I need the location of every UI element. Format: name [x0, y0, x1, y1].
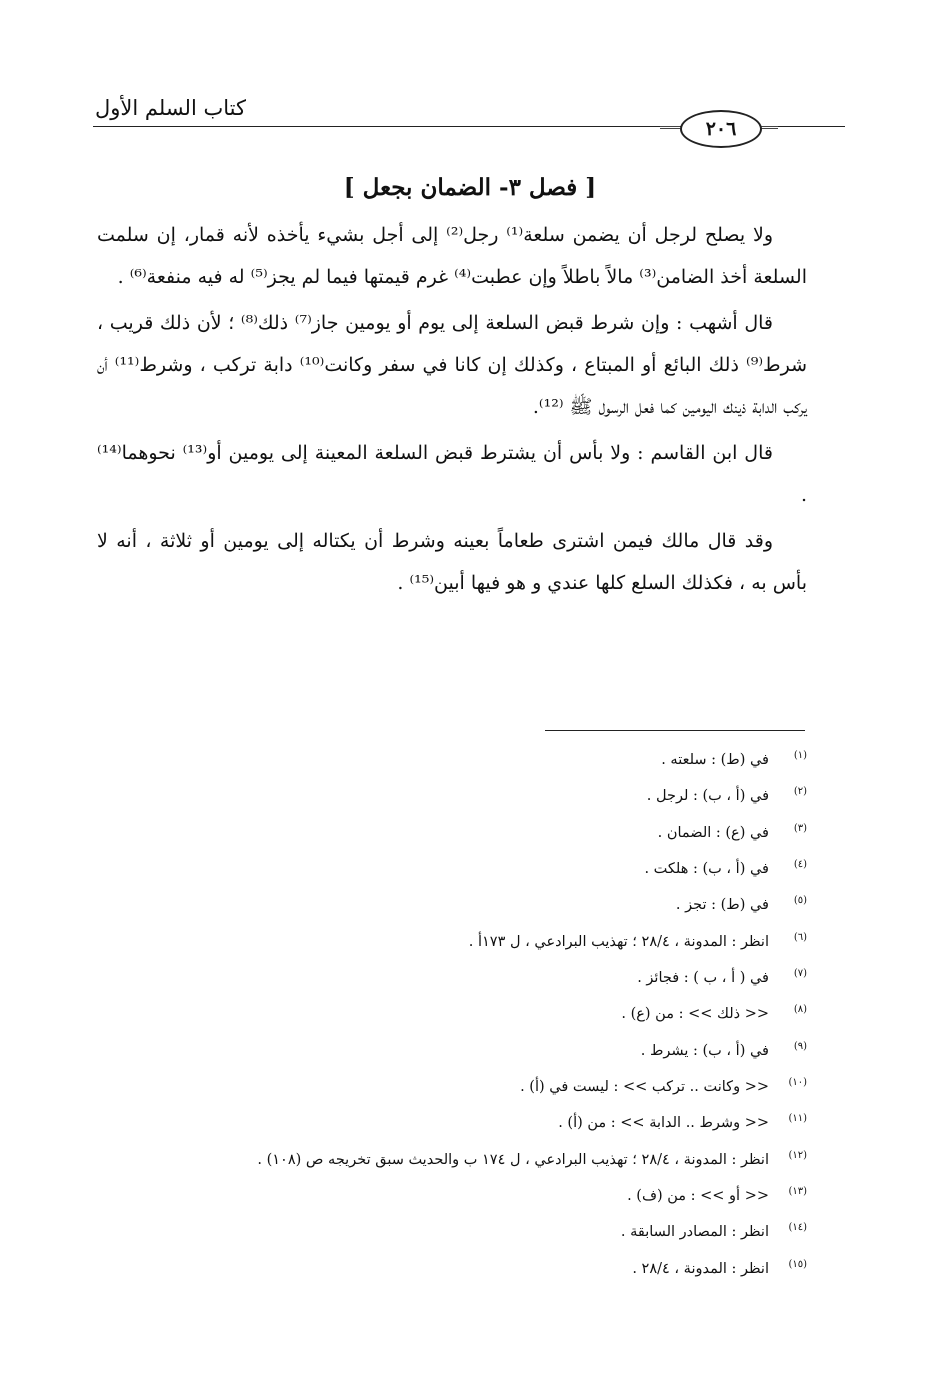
- page-number: ٢٠٦: [705, 118, 737, 140]
- footnote-text: انظر : المصادر السابقة .: [620, 1224, 769, 1241]
- footnote-number: (٧): [793, 967, 807, 979]
- footnote-text: في (ع) : الضمان .: [657, 824, 769, 841]
- footnote: [95, 1031, 807, 1067]
- book-title: كتاب السلم الأول: [95, 96, 246, 120]
- footnote-text: انظر : المدونة ، ٢٨/٤ ؛ تهذيب البرادعي ، ل ١٧٤ ب والحديث سبق تخريجه ص (١٠٨) .: [257, 1151, 769, 1168]
- footnote-number: (٦): [793, 931, 807, 943]
- footnote-text: في ( أ ، ب ) : فجائز .: [637, 969, 769, 986]
- footnote-number: (٤): [793, 858, 807, 870]
- footnote-number: (١٢): [788, 1149, 807, 1161]
- footnote: [95, 994, 807, 1030]
- footnote-number: (١٤): [788, 1222, 807, 1234]
- footnote-number: (٣): [793, 822, 807, 834]
- footnote: [95, 1249, 807, 1285]
- paragraph: وقد قال مالك فيمن اشترى طعاماً بعينه وشرط أن يكتاله إلى يومين أو ثلاثة ، أنه لا بأس به ، فكذلك السلع كلها عندي و هو فيها أبين⁽¹⁵⁾ .: [97, 530, 807, 594]
- footnote-rule: [545, 730, 805, 731]
- footnote-text: << وشرط .. الدابة >> : من (أ) .: [558, 1115, 769, 1132]
- badge-ornament-left: [660, 126, 680, 129]
- footnote-text: في (أ ، ب) : هلكت .: [644, 860, 769, 877]
- section-heading: [ فصل ٣- الضمان بجعل ]: [343, 174, 597, 201]
- footnote: [95, 813, 807, 849]
- footnote: [95, 1212, 807, 1248]
- footnote: [95, 849, 807, 885]
- footnote-number: (١): [793, 750, 807, 761]
- footnote: [95, 740, 807, 776]
- footnote-text: انظر : المدونة ، ٢٨/٤ .: [632, 1260, 769, 1277]
- footnote: [95, 776, 807, 812]
- footnote: [95, 1103, 807, 1139]
- footnote-number: (٢): [793, 786, 807, 798]
- footnote-text: في (أ ، ب) : لرجل .: [646, 788, 769, 805]
- footnote-number: (١١): [788, 1113, 807, 1125]
- paragraph: قال أشهب : وإن شرط قبض السلعة إلى يوم أو يومين جاز⁽⁷⁾ ذلك⁽⁸⁾ ؛ لأن ذلك قريب ، شرط⁽⁹⁾ ذلك البائع أو المبتاع ، وكذلك إن كانا في سفر وكانت⁽¹⁰⁾ دابة تركب ، وشرط⁽¹¹⁾ أن يركب الدابة ذينك اليومين كما فعل الرسول ﷺ ⁽¹²⁾.: [97, 312, 807, 418]
- footnote-number: (١٣): [788, 1185, 807, 1197]
- footnote: [95, 1067, 807, 1103]
- footnote-number: (٩): [793, 1040, 807, 1052]
- footnote-text: انظر : المدونة ، ٢٨/٤ ؛ تهذيب البرادعي ، ل ١٧٣أ .: [468, 933, 769, 950]
- footnote-number: (٥): [793, 895, 807, 907]
- footnote: [95, 958, 807, 994]
- footnote: [95, 885, 807, 921]
- footnote: [95, 1140, 807, 1176]
- footnote-number: (١٠): [788, 1076, 807, 1088]
- page-number-badge: [680, 110, 762, 148]
- footnote-number: (٨): [793, 1004, 807, 1016]
- footnote-text: << وكانت .. تركب >> : ليست في (أ) .: [520, 1078, 769, 1095]
- footnote: [95, 922, 807, 958]
- footnote-text: في (أ ، ب) : يشرط .: [640, 1042, 769, 1059]
- footnote-text: << أو >> : من (ف) .: [627, 1187, 769, 1204]
- paragraph: قال ابن القاسم : ولا بأس أن يشترط قبض السلعة المعينة إلى يومين أو⁽¹³⁾ نحوهما⁽¹⁴⁾ .: [97, 442, 807, 506]
- body-text: [97, 214, 807, 608]
- footnote-text: في (ط) : تجز .: [675, 897, 769, 914]
- footnotes: [95, 740, 807, 1285]
- footnote-text: في (ط) : سلعته .: [661, 751, 769, 768]
- paragraph: ولا يصلح لرجل أن يضمن سلعة⁽¹⁾ رجل⁽²⁾ إلى أجل بشيء يأخذه لأنه قمار، إن سلمت السلعة أخذ الضامن⁽³⁾ مالاً باطلاً وإن عطبت⁽⁴⁾ غرم قيمتها فيما لم يجز⁽⁵⁾ له فيه منفعة⁽⁶⁾ .: [97, 224, 807, 288]
- footnote-number: (١٥): [788, 1258, 807, 1270]
- footnote: [95, 1176, 807, 1212]
- footnote-text: << ذلك >> : من (ع) .: [621, 1006, 769, 1023]
